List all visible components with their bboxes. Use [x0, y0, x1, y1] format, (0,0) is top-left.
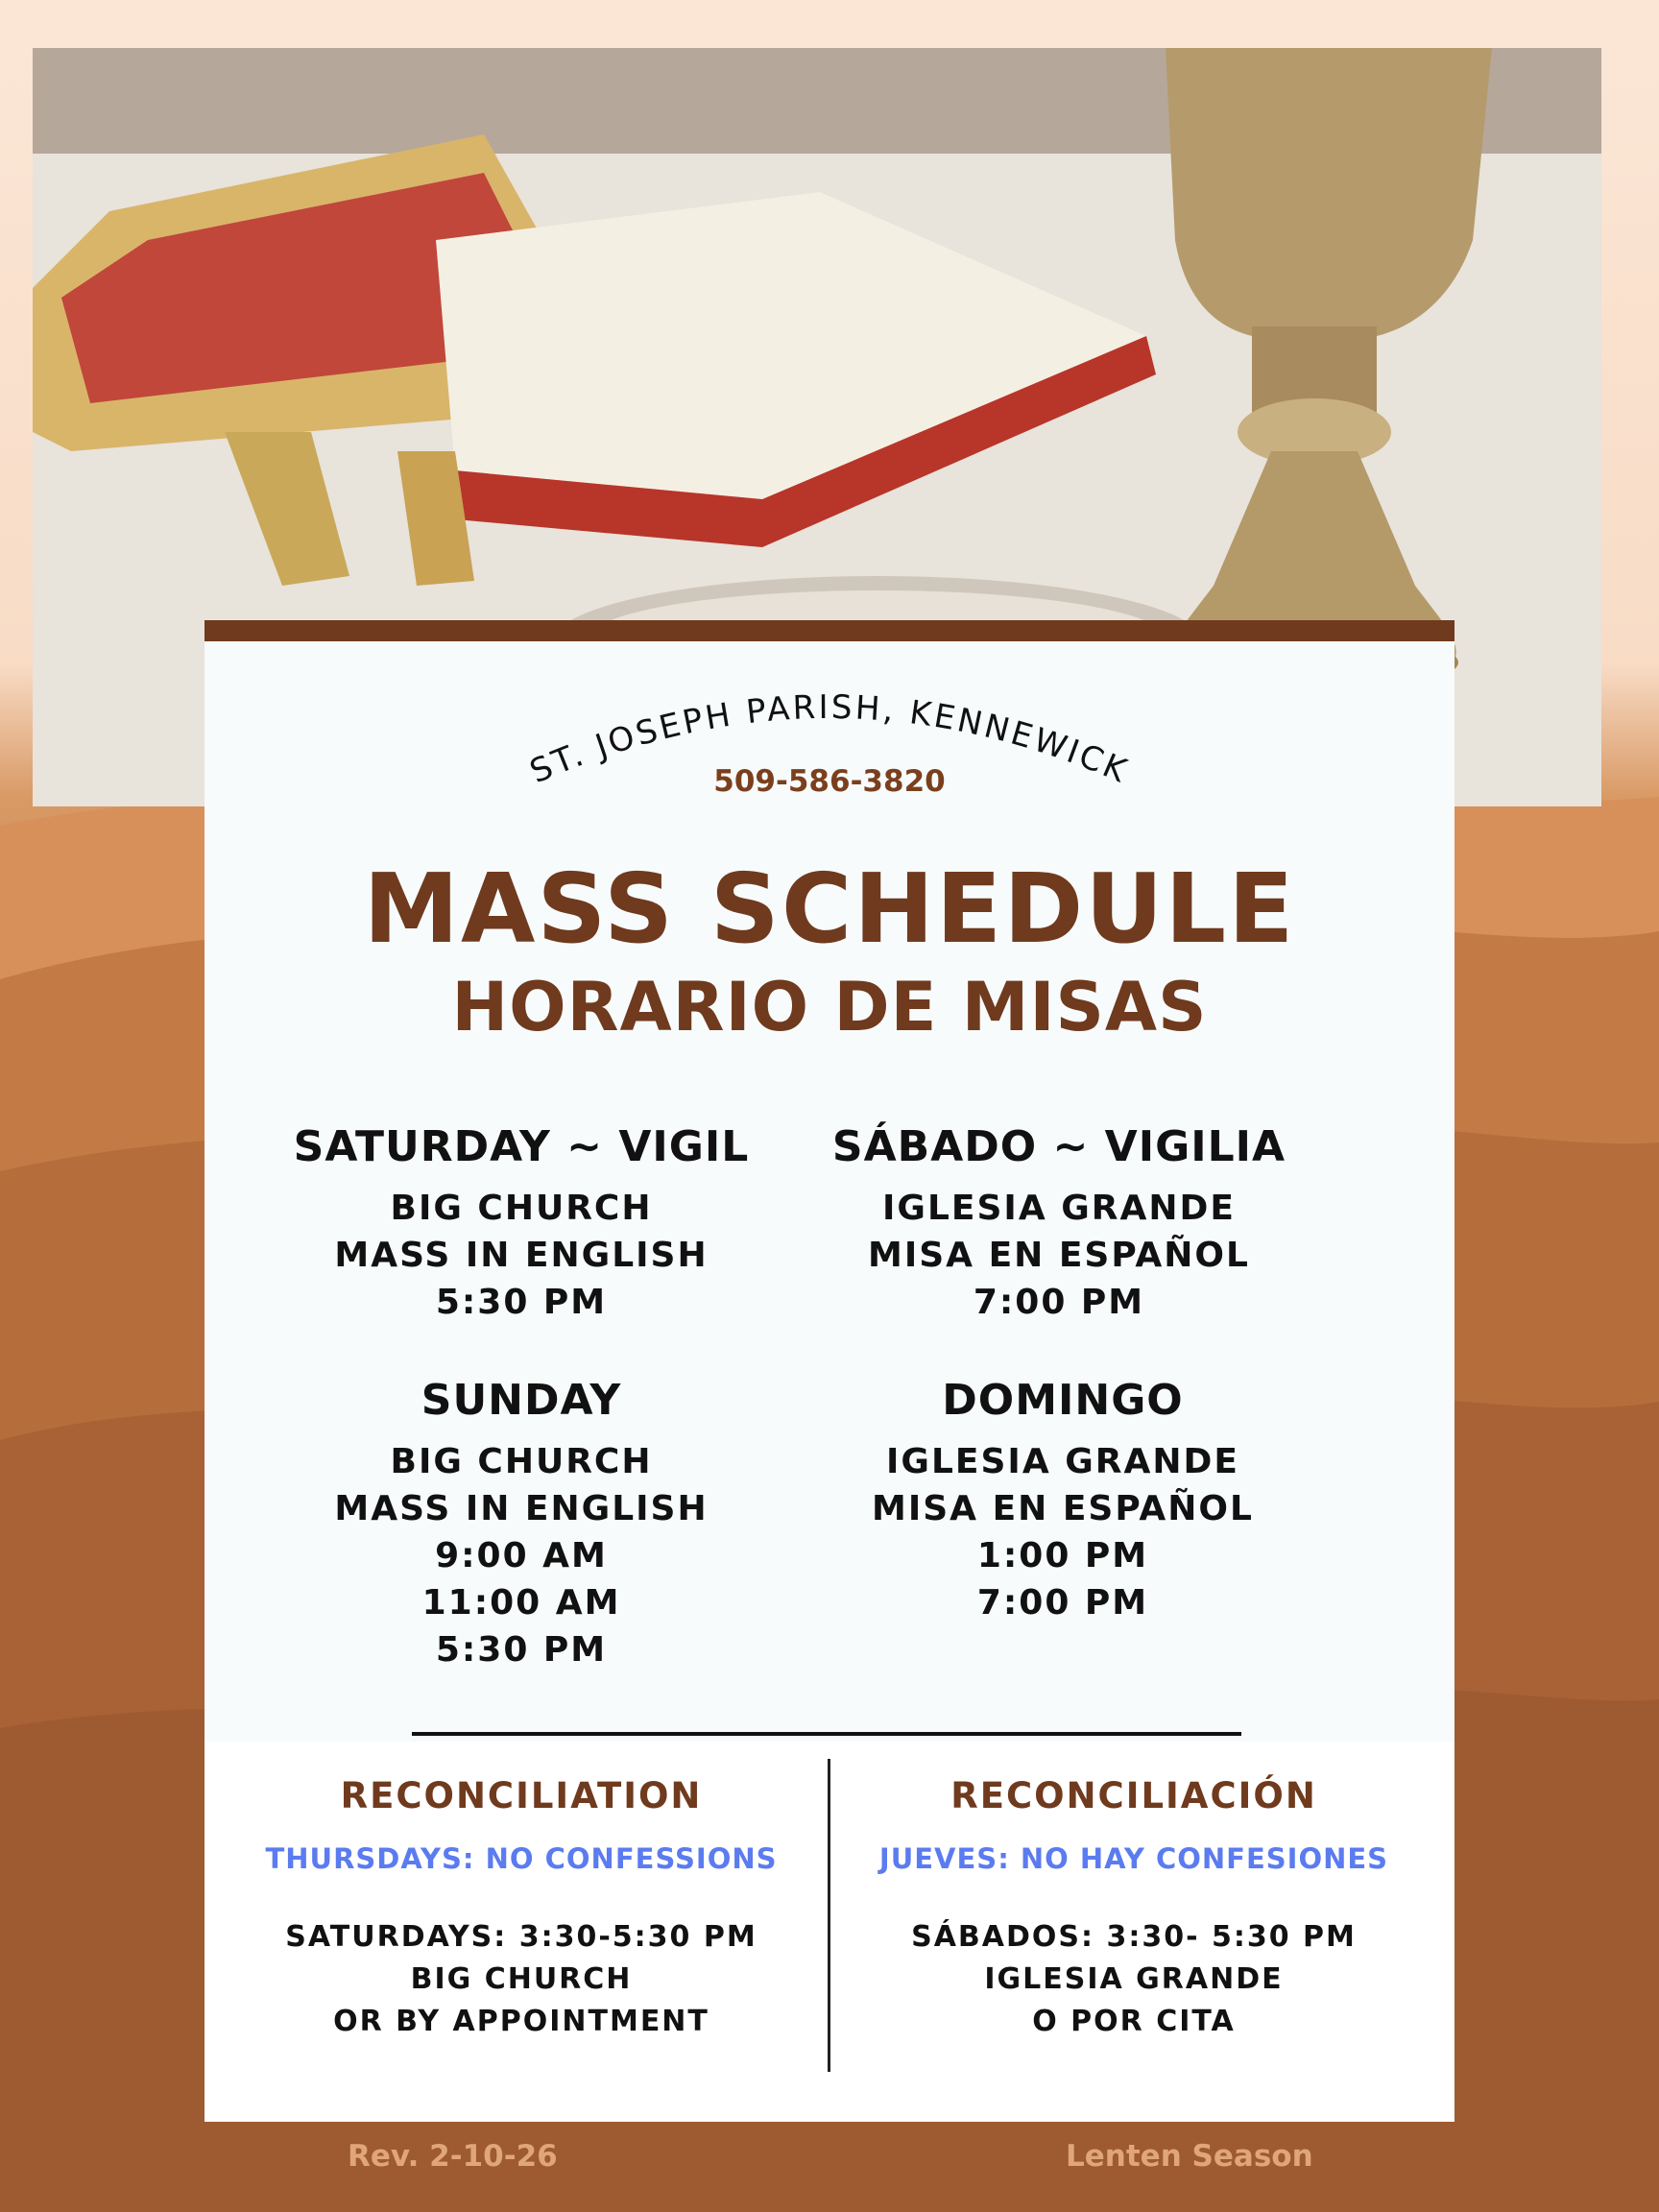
saturday-spanish-block — [790, 1119, 1328, 1326]
reconciliation-line: BIG CHURCH — [410, 1962, 633, 1996]
sunday-english-block — [252, 1373, 790, 1673]
phone-number: 509-586-3820 — [713, 764, 946, 799]
schedule-line: 5:30 PM — [435, 1283, 608, 1322]
page-subtitle: HORARIO DE MISAS — [451, 968, 1208, 1046]
reconciliation-line: OR BY APPOINTMENT — [333, 2005, 709, 2038]
reconciliation-line: O POR CITA — [1032, 2005, 1236, 2038]
reconciliation-line: IGLESIA GRANDE — [984, 1962, 1284, 1996]
schedule-line: MASS IN ENGLISH — [334, 1489, 709, 1528]
section-divider — [412, 1732, 1241, 1736]
schedule-line: 7:00 PM — [973, 1283, 1145, 1322]
reconciliation-note: JUEVES: NO HAY CONFESIONES — [878, 1842, 1389, 1875]
page-title: MASS SCHEDULE — [363, 853, 1296, 965]
reconciliation-title: RECONCILIACIÓN — [950, 1775, 1317, 1816]
reconciliation-line: SATURDAYS: 3:30-5:30 PM — [285, 1920, 757, 1954]
season-label: Lenten Season — [1066, 2139, 1313, 2174]
schedule-line: 5:30 PM — [435, 1630, 608, 1670]
schedule-line: IGLESIA GRANDE — [882, 1189, 1236, 1228]
schedule-line: IGLESIA GRANDE — [886, 1442, 1239, 1481]
parish-name: ST. JOSEPH PARISH, KENNEWICK — [524, 687, 1135, 792]
schedule-line: 11:00 AM — [421, 1583, 621, 1623]
schedule-line: BIG CHURCH — [390, 1189, 653, 1228]
reconciliation-title: RECONCILIATION — [340, 1775, 703, 1816]
column-divider — [828, 1759, 830, 2072]
day-heading: SÁBADO ~ VIGILIA — [831, 1122, 1286, 1171]
parish-name-arc — [204, 641, 1455, 853]
schedule-line: 9:00 AM — [435, 1536, 608, 1575]
sunday-spanish-block — [794, 1373, 1332, 1626]
schedule-card — [204, 620, 1455, 2101]
day-heading: SUNDAY — [421, 1376, 622, 1425]
reconciliation-english-block — [233, 1772, 809, 2043]
schedule-line: 1:00 PM — [976, 1536, 1149, 1575]
day-heading: SATURDAY ~ VIGIL — [293, 1122, 750, 1171]
reconciliation-line: SÁBADOS: 3:30- 5:30 PM — [911, 1920, 1357, 1954]
revision-date: Rev. 2-10-26 — [348, 2139, 558, 2174]
schedule-line: MISA EN ESPAÑOL — [868, 1236, 1250, 1275]
reconciliation-note: THURSDAYS: NO CONFESSIONS — [265, 1842, 778, 1875]
schedule-line: BIG CHURCH — [390, 1442, 653, 1481]
schedule-line: MISA EN ESPAÑOL — [872, 1489, 1254, 1528]
reconciliation-spanish-block — [846, 1772, 1422, 2043]
saturday-english-block — [252, 1119, 790, 1326]
schedule-line: 7:00 PM — [976, 1583, 1149, 1623]
day-heading: DOMINGO — [942, 1376, 1184, 1425]
schedule-line: MASS IN ENGLISH — [334, 1236, 709, 1275]
